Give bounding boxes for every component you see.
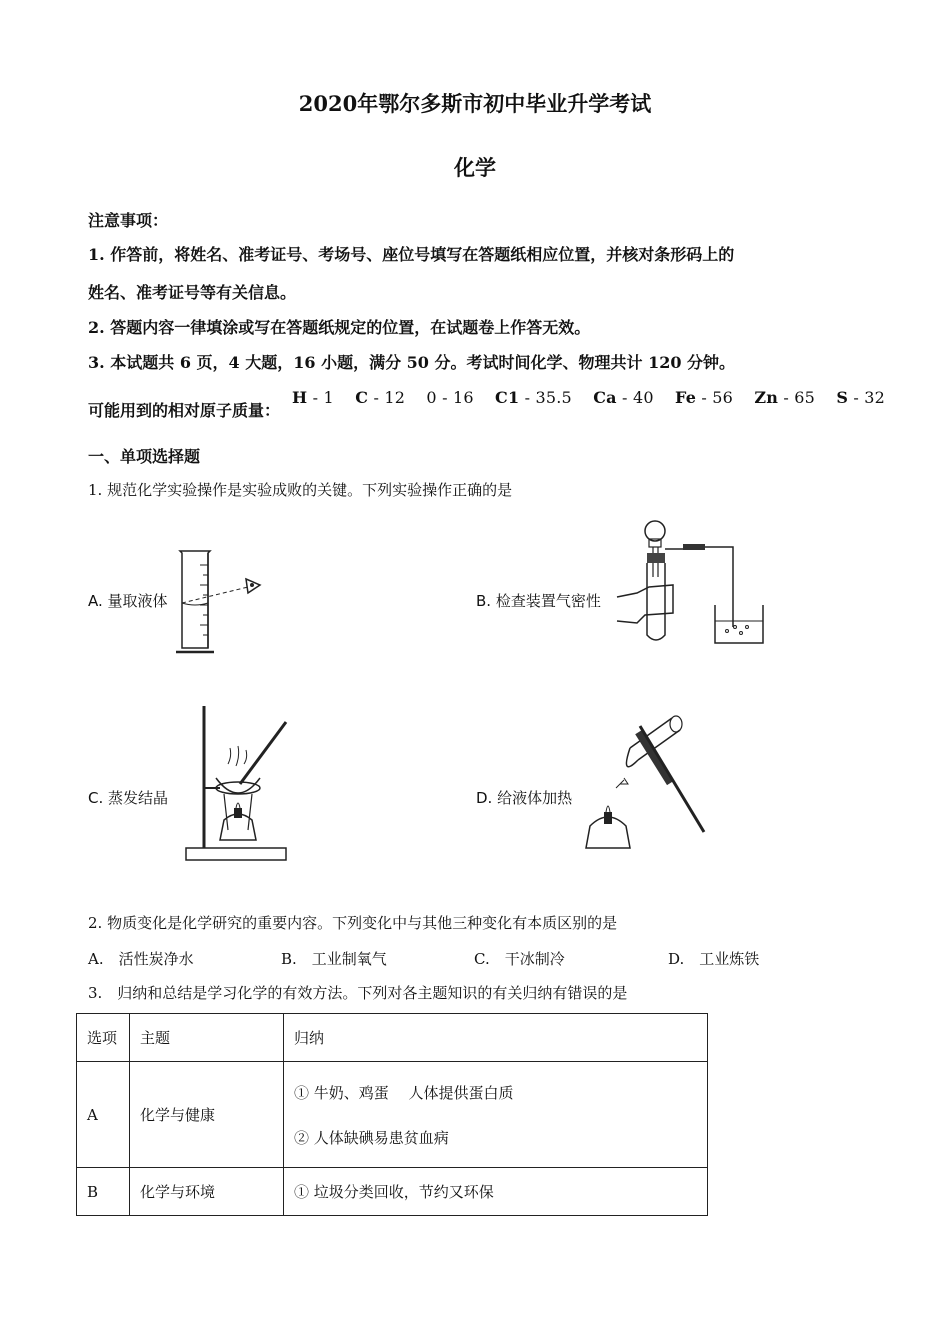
row-option: B [77, 1168, 130, 1216]
element-mass: 56 [712, 388, 734, 407]
element-mass: 32 [864, 388, 886, 407]
element-symbol: Zn [754, 388, 779, 407]
liquid-heating-illustration [580, 708, 715, 858]
notice-item-2: 2. 答题内容一律填涂或写在答题纸规定的位置，在试题卷上作答无效。 [88, 318, 591, 337]
atomic-masses-values: H - 1 C - 12 0 - 16 C1 - 35.5 Ca - 40 Fe - 56 Zn - 65 S - 32 [292, 388, 886, 407]
exam-title: 2020年鄂尔多斯市初中毕业升学考试 [298, 91, 652, 116]
q2-choice-a: A. 活性炭净水 [88, 950, 194, 968]
element-mass: 65 [794, 388, 816, 407]
summary-table [76, 1013, 708, 1216]
evaporation-crystallization-illustration [180, 700, 295, 865]
header-topic: 主题 [130, 1014, 284, 1062]
element-symbol: C1 [495, 388, 520, 407]
question-2-stem: 2. 物质变化是化学研究的重要内容。下列变化中与其他三种变化有本质区别的是 [88, 914, 618, 932]
notice-heading: 注意事项： [88, 211, 169, 230]
summary-line: ② 人体缺碘易患贫血病 [294, 1128, 449, 1147]
table-row [77, 1062, 708, 1168]
row-option: A [77, 1062, 130, 1168]
summary-line: ① 牛奶、鸡蛋 人体提供蛋白质 [294, 1083, 514, 1102]
q2-choice-c: C. 干冰制冷 [474, 950, 565, 968]
element-symbol: Fe [675, 388, 697, 407]
notice-item-3: 3. 本试题共 6 页，4 大题，16 小题，满分 50 分。考试时间化学、物理共计 120 分钟。 [88, 353, 736, 372]
row-summary [284, 1062, 708, 1168]
element-symbol: H [292, 388, 308, 407]
header-option: 选项 [77, 1014, 130, 1062]
element-symbol: C [355, 388, 369, 407]
notice-item-1-line-1: 1. 作答前，将姓名、准考证号、考场号、座位号填写在答题纸相应位置，并核对条形码上的 [88, 245, 735, 264]
section-1-heading: 一、单项选择题 [88, 447, 201, 466]
q1-option-d-label: D. 给液体加热 [476, 789, 573, 807]
atomic-masses-label: 可能用到的相对原子质量： [88, 401, 281, 420]
row-topic: 化学与健康 [130, 1062, 284, 1168]
element-mass: 35.5 [535, 388, 572, 407]
airtightness-check-illustration [615, 517, 775, 652]
q2-choice-b: B. 工业制氧气 [281, 950, 387, 968]
question-1-stem: 1. 规范化学实验操作是实验成败的关键。下列实验操作正确的是 [88, 481, 513, 499]
table-row [77, 1168, 708, 1216]
element-symbol: 0 [426, 388, 437, 407]
element-symbol: Ca [593, 388, 617, 407]
graduated-cylinder-illustration [170, 545, 270, 660]
question-3-stem: 3. 归纳和总结是学习化学的有效方法。下列对各主题知识的有关归纳有错误的是 [88, 984, 628, 1002]
subject-title: 化学 [454, 155, 496, 180]
element-mass: 16 [452, 388, 474, 407]
table-header-row [77, 1014, 708, 1062]
row-topic: 化学与环境 [130, 1168, 284, 1216]
element-symbol: S [836, 388, 849, 407]
q2-choice-d: D. 工业炼铁 [668, 950, 760, 968]
element-mass: 1 [323, 388, 334, 407]
notice-item-1-line-2: 姓名、准考证号等有关信息。 [88, 283, 297, 302]
q1-option-a-label: A. 量取液体 [88, 592, 168, 610]
atomic-masses [88, 384, 901, 421]
header-summary: 归纳 [284, 1014, 708, 1062]
row-summary: ① 垃圾分类回收，节约又环保 [284, 1168, 708, 1216]
q1-option-b-label: B. 检查装置气密性 [476, 592, 601, 610]
q1-option-c-label: C. 蒸发结晶 [88, 789, 169, 807]
element-mass: 12 [384, 388, 406, 407]
element-mass: 40 [632, 388, 654, 407]
